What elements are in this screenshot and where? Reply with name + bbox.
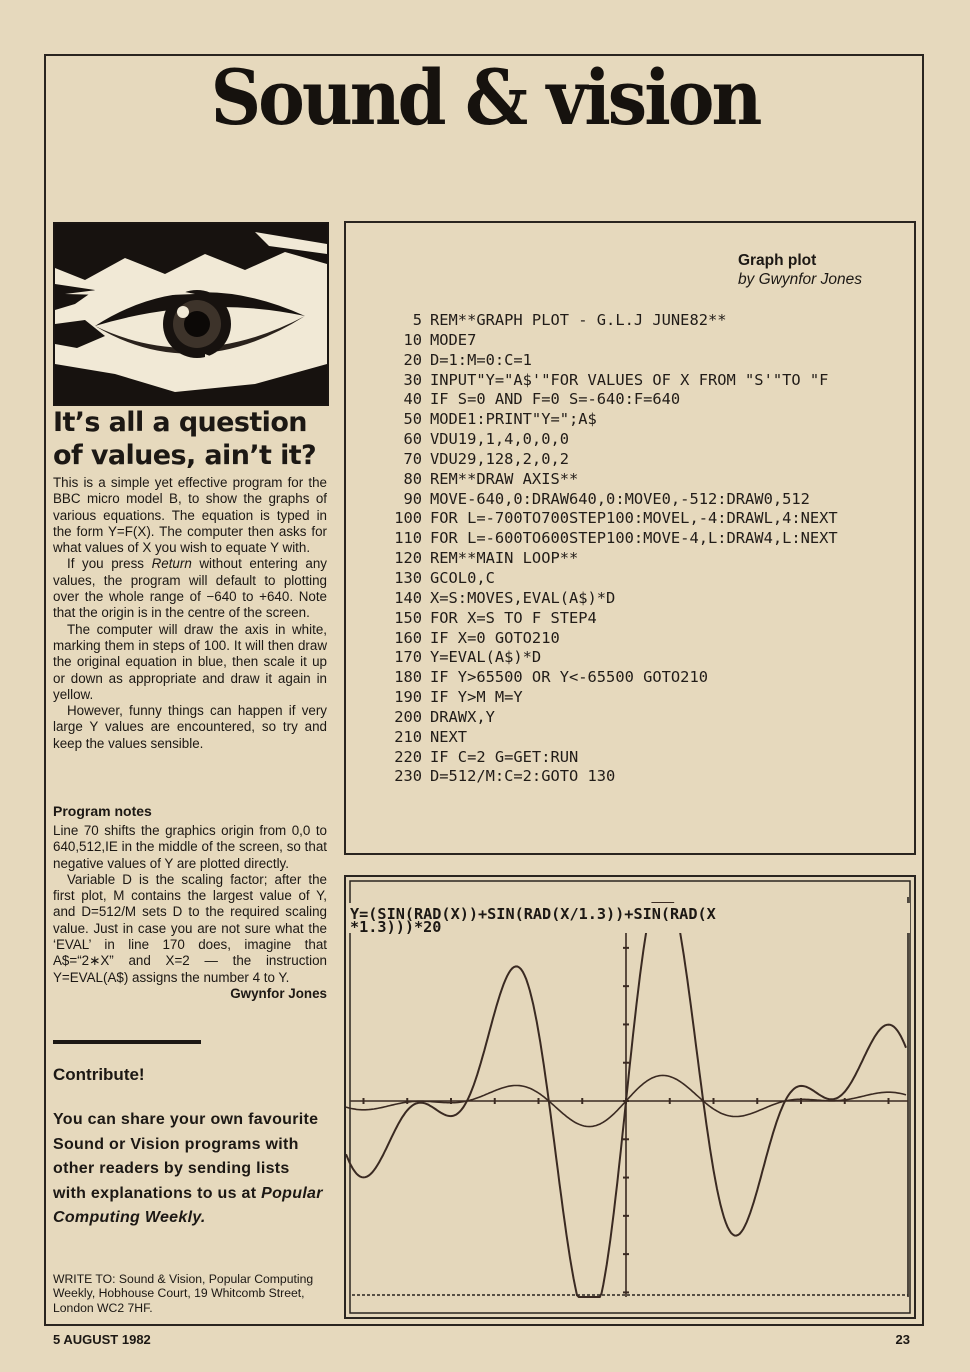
line-number: 200	[394, 707, 422, 726]
line-number: 150	[394, 608, 422, 627]
line-code: REM**GRAPH PLOT - G.L.J JUNE82**	[430, 311, 727, 329]
line-number: 190	[394, 688, 422, 707]
article-para2	[53, 556, 327, 621]
line-code: INPUT"Y="A$'"FOR VALUES OF X FROM "S'"TO "F	[430, 370, 829, 389]
line-code: FOR L=-600TO600STEP100:MOVE-4,L:DRAW4,L:NEXT	[430, 529, 838, 548]
code-line	[386, 509, 838, 529]
line-number: 40	[403, 390, 422, 409]
line-code: NEXT	[430, 727, 468, 746]
code-line	[386, 430, 838, 450]
program-title: Graph plot	[737, 252, 817, 269]
program-listing-box	[344, 221, 916, 855]
line-code: VDU19,1,4,0,0,0	[430, 430, 569, 449]
program-code	[386, 311, 838, 787]
article-para4: However, funny things can happen if very large Y values are encountered, so try and keep the values sensible.	[53, 703, 327, 751]
contribute-magazine: Popular Computing Weekly.	[53, 1184, 323, 1227]
equation-line1: Y=(SIN(RAD(X))+SIN(RAD(X/1.3))+SIN(RAD(X	[350, 905, 716, 923]
line-number: 130	[394, 568, 422, 587]
notes-para1: Line 70 shifts the graphics origin from 0,0 to 640,512,IE in the middle of the screen, so that negative values of Y are plotted directly.	[53, 823, 327, 871]
para2-text: If you press	[67, 556, 152, 572]
line-code: FOR L=-700TO700STEP100:MOVEL,-4:DRAWL,4:NEXT	[430, 509, 838, 528]
line-code: GCOL0,C	[430, 568, 495, 587]
line-number: 160	[394, 628, 422, 647]
line-number: 90	[403, 489, 422, 508]
line-number: 30	[403, 370, 422, 389]
line-number: 5	[412, 311, 422, 329]
article-para1: This is a simple yet effective program for the BBC micro model B, to show the graphs of various equations. The equation is typed in the form Y=F(X). The computer then asks for what values of X you wish to equate Y with.	[53, 475, 327, 556]
line-number: 10	[403, 330, 422, 349]
line-code: VDU29,128,2,0,2	[430, 449, 569, 468]
eye-picture	[55, 224, 327, 404]
line-code: REM**MAIN LOOP**	[430, 549, 579, 568]
line-code: DRAWX,Y	[430, 707, 495, 726]
line-number: 120	[394, 549, 422, 568]
code-line	[386, 688, 838, 708]
line-code: MODE1:PRINT"Y=";A$	[430, 410, 597, 429]
line-code: IF Y>M M=Y	[430, 688, 523, 707]
code-line	[386, 490, 838, 510]
code-line	[386, 668, 838, 688]
code-line	[386, 371, 838, 391]
graph-plot	[346, 877, 914, 1317]
program-heading	[738, 251, 862, 289]
code-line	[386, 549, 838, 569]
code-line	[386, 470, 838, 490]
line-code: D=512/M:C=2:GOTO 130	[430, 767, 616, 786]
page-number: 23	[895, 1332, 910, 1347]
section-rule	[53, 1040, 201, 1044]
contribute-heading: Contribute!	[53, 1065, 145, 1084]
author-signature: Gwynfor Jones	[230, 985, 327, 1001]
line-number: 210	[394, 727, 422, 746]
line-number: 140	[394, 588, 422, 607]
program-byline: by Gwynfor Jones	[737, 271, 862, 288]
code-line	[386, 609, 838, 629]
code-line	[386, 728, 838, 748]
code-line	[386, 450, 838, 470]
line-number: 80	[403, 469, 422, 488]
code-line	[386, 629, 838, 649]
line-code: IF X=0 GOTO210	[430, 628, 560, 647]
line-number: 20	[403, 350, 422, 369]
program-notes	[53, 823, 327, 1002]
para2-text-end: without entering any values, the program will default to plotting over the whole range of −640 to +640. Note that the origin is in the centre of the screen.	[53, 556, 327, 621]
code-line	[386, 311, 838, 331]
article-title	[53, 406, 333, 472]
para2-emphasis: Return	[151, 556, 192, 572]
line-number: 70	[403, 449, 422, 468]
code-line	[386, 708, 838, 728]
notes-para2: Variable D is the scaling factor; after the first plot, M contains the largest value of Y, and D=512/M sets D to the required scaling value. Just in case you are not sure what the ‘EVAL’ in line 170 does, imagine that A$=“2∗X” and X=2 — the instruction Y=EVAL(A$) assigns the number 4 to Y.	[53, 871, 327, 985]
code-line	[386, 648, 838, 668]
code-line	[386, 569, 838, 589]
contribute-text: You can share your own favourite Sound or Vision programs with other readers by sending lists with explanations to us at	[53, 1111, 319, 1202]
line-number: 60	[403, 430, 422, 449]
program-notes-heading: Program notes	[53, 803, 152, 819]
line-code: REM**DRAW AXIS**	[430, 469, 579, 488]
line-code: IF Y>65500 OR Y<-65500 GOTO210	[430, 668, 708, 687]
line-code: IF C=2 G=GET:RUN	[430, 747, 579, 766]
line-code: FOR X=S TO F STEP4	[430, 608, 597, 627]
article-title-line1: It’s all a question	[53, 407, 307, 438]
line-code: IF S=0 AND F=0 S=-640:F=640	[430, 390, 681, 409]
article-title-line2: of values, ain’t it?	[53, 440, 317, 471]
line-number: 170	[394, 648, 422, 667]
contribute-body	[53, 1108, 323, 1231]
code-line	[386, 748, 838, 768]
headline: Sound & vision	[210, 52, 760, 143]
line-code: X=S:MOVES,EVAL(A$)*D	[430, 588, 616, 607]
line-code: D=1:M=0:C=1	[430, 350, 532, 369]
line-number: 230	[394, 767, 422, 786]
line-number: 180	[394, 668, 422, 687]
graph-screenshot	[344, 875, 916, 1319]
article-para3: The computer will draw the axis in white, marking them in steps of 100. It will then draw the original equation in blue, then scale it up or down as appropriate and draw it again in yellow.	[53, 621, 327, 702]
line-number: 110	[394, 529, 422, 548]
equation-line2: *1.3)))*20	[350, 918, 442, 936]
line-code: MOVE-640,0:DRAW640,0:MOVE0,-512:DRAW0,512	[430, 489, 810, 508]
code-line	[386, 351, 838, 371]
line-number: 100	[394, 509, 422, 528]
line-code: Y=EVAL(A$)*D	[430, 648, 542, 667]
line-number: 220	[394, 747, 422, 766]
article-body	[53, 475, 327, 752]
code-line	[386, 410, 838, 430]
eye-illustration	[53, 222, 329, 406]
code-line	[386, 767, 838, 787]
code-line	[386, 529, 838, 549]
code-line	[386, 331, 838, 351]
code-line	[386, 390, 838, 410]
footer-date: 5 AUGUST 1982	[53, 1332, 151, 1347]
line-code: MODE7	[430, 330, 477, 349]
code-line	[386, 589, 838, 609]
line-number: 50	[403, 410, 422, 429]
write-to-address: WRITE TO: Sound & Vision, Popular Computing Weekly, Hobhouse Court, 19 Whitcomb Street, London WC2 7HF.	[53, 1272, 314, 1315]
